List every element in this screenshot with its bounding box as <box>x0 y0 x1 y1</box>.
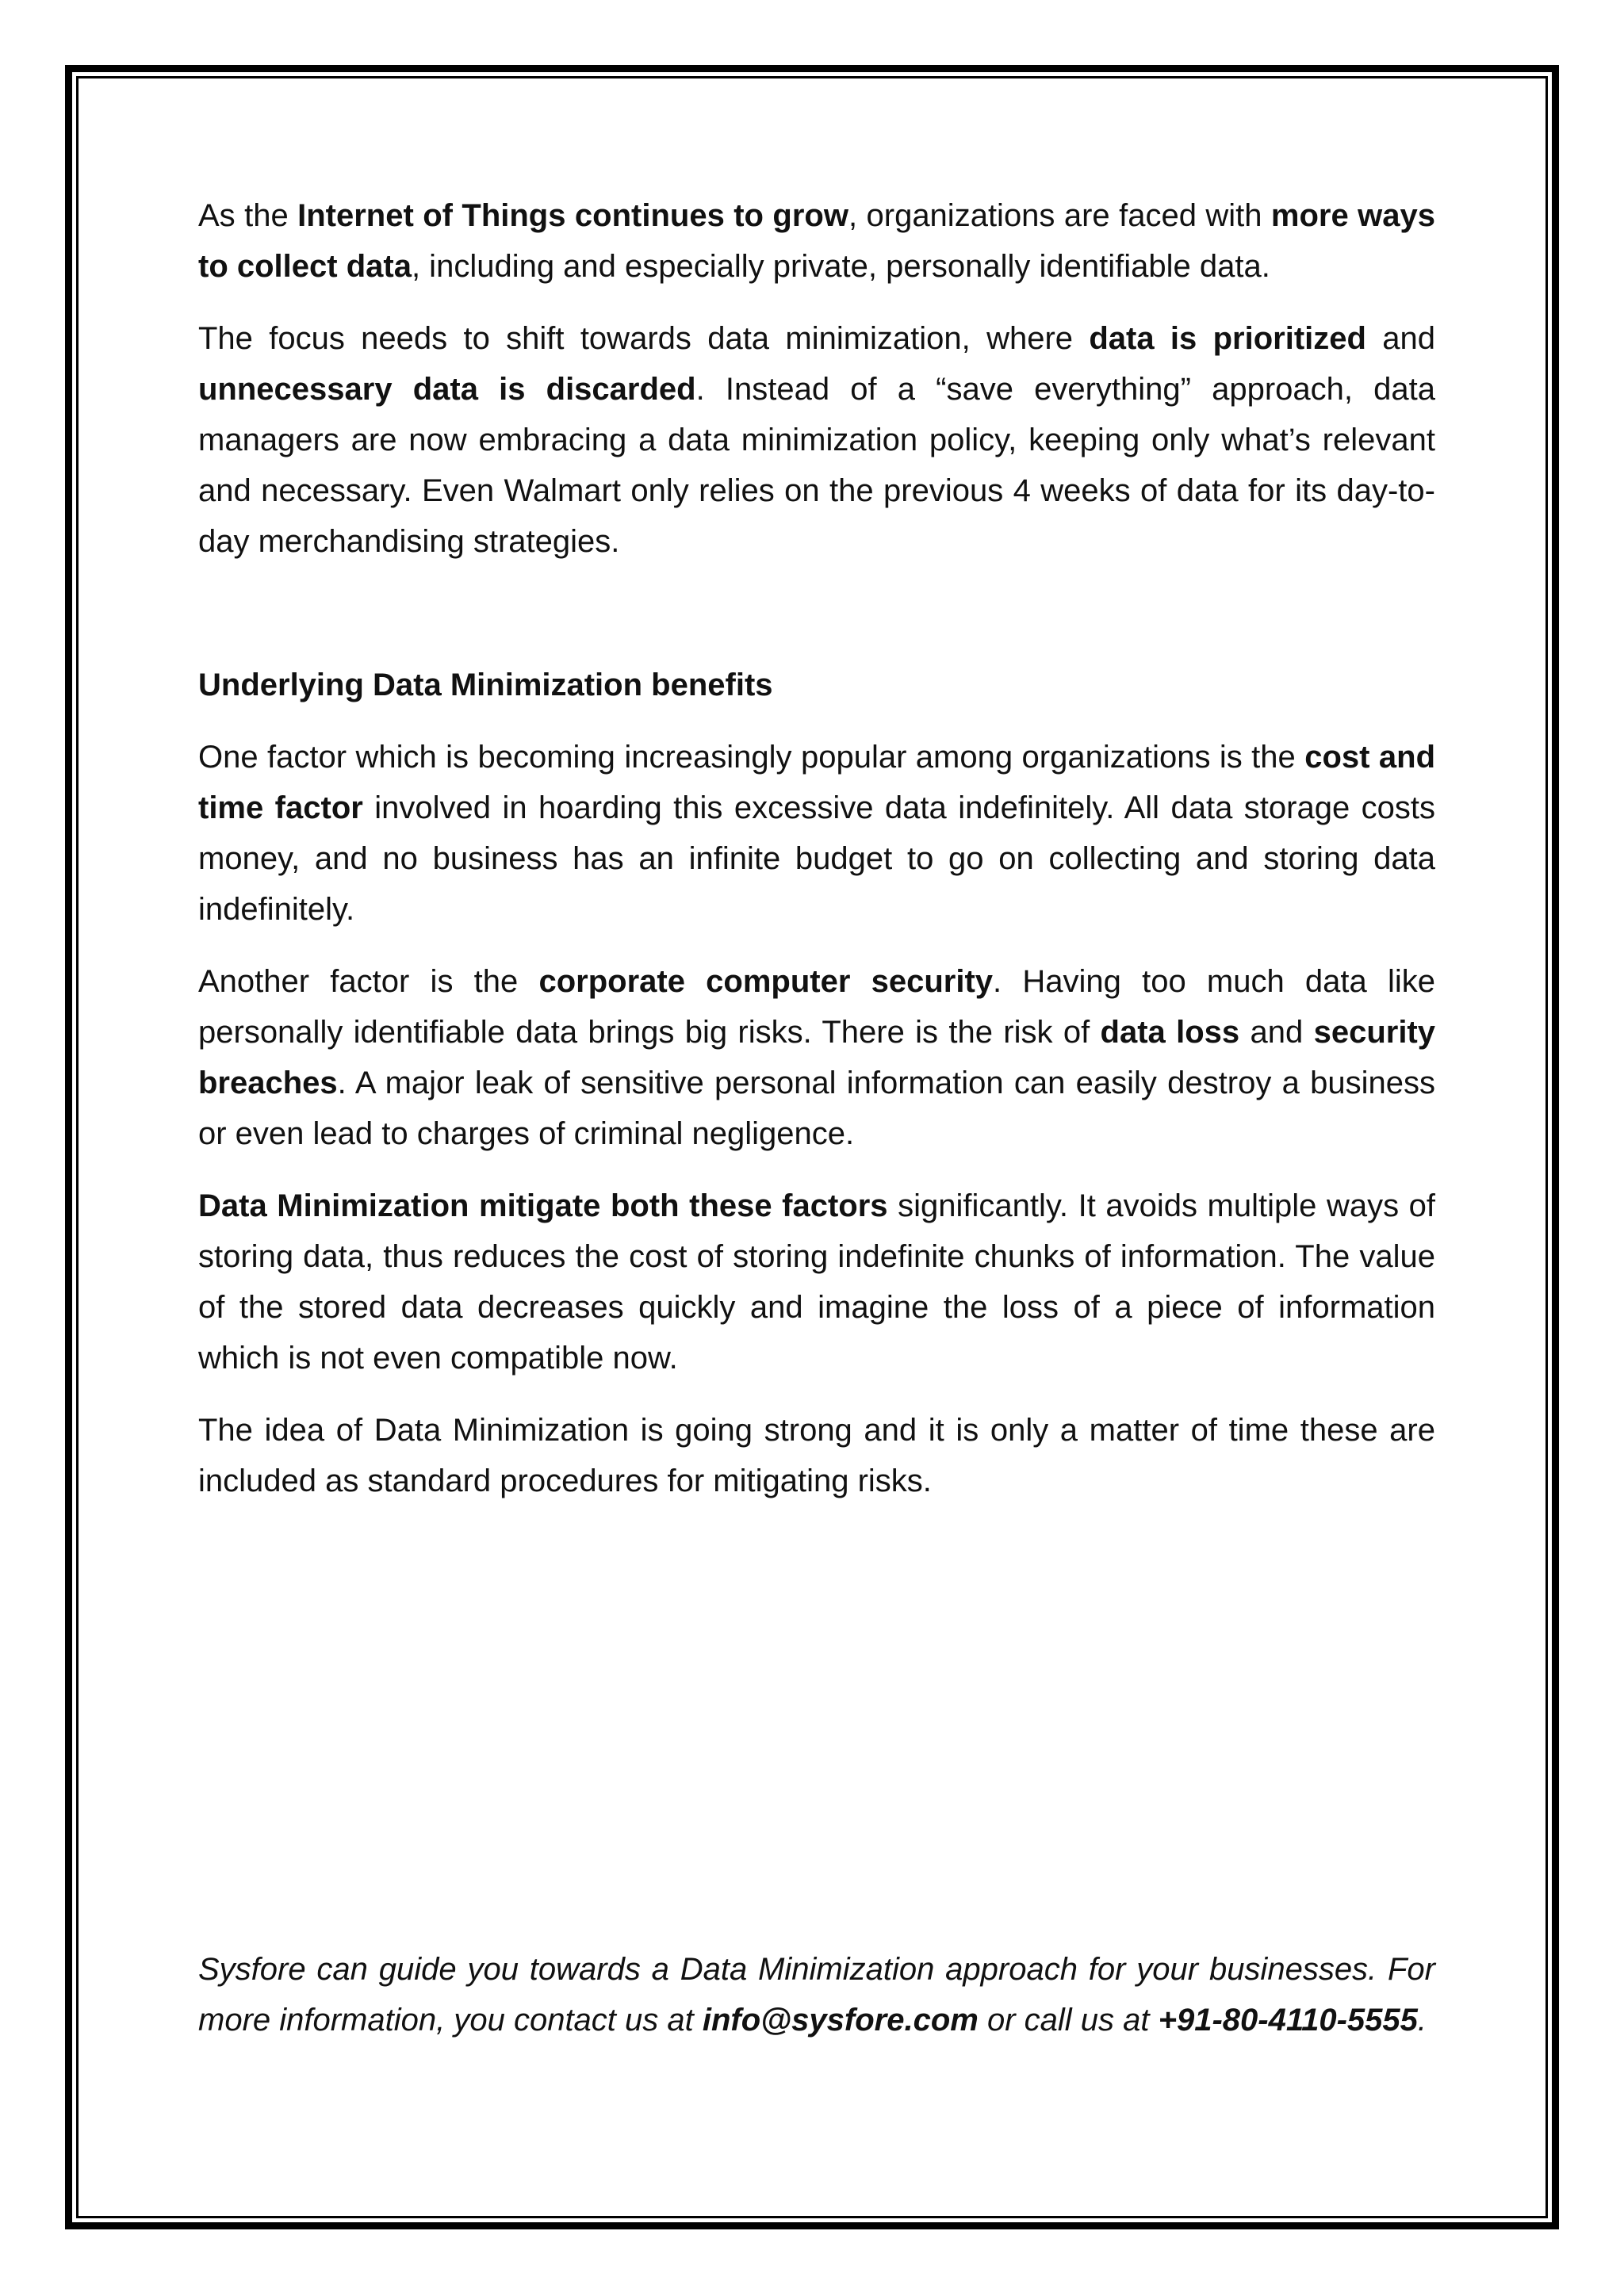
text-run: The idea of Data Minimization is going strong and it is only a matter of time these are included as standard procedures for mitigating risks. <box>198 1413 1435 1498</box>
text-run: , including and especially private, personally identifiable data. <box>411 249 1270 284</box>
paragraph-iot-growth <box>198 190 1435 292</box>
text-run: . A major leak of sensitive personal information can easily destroy a business or even lead to charges of criminal negligence. <box>198 1066 1435 1151</box>
contact-phone: +91-80-4110-5555 <box>1158 2003 1418 2038</box>
text-run: significantly. It avoids multiple ways of storing data, thus reduces the cost of storing indefinite chunks of information. The value of the stored data decreases quickly and imagine the loss of a piece of information which is not even compatible now. <box>198 1188 1435 1376</box>
bold-run: unnecessary data is discarded <box>198 372 696 407</box>
paragraph-conclusion <box>198 1405 1435 1506</box>
paragraph-mitigation <box>198 1181 1435 1383</box>
bold-run: Internet of Things continues to grow <box>297 198 848 233</box>
text-run: One factor which is becoming increasingly popular among organizations is the <box>198 740 1305 775</box>
document-body <box>198 190 1435 1528</box>
paragraph-cost-time <box>198 732 1435 935</box>
text-run: Another factor is the <box>198 964 539 999</box>
text-run: As the <box>198 198 298 233</box>
bold-run: data is prioritized <box>1089 321 1366 356</box>
closing-contact-note <box>198 1944 1435 2045</box>
bold-run: security breaches <box>198 1015 1435 1100</box>
contact-email: info@sysfore.com <box>702 2003 979 2038</box>
paragraph-security <box>198 956 1435 1159</box>
bold-run: more ways to collect data <box>198 198 1436 284</box>
bold-run: cost and time factor <box>198 740 1435 825</box>
text-run: . Having too much data like personally identifiable data brings big risks. There is the risk of <box>198 964 1435 1050</box>
text-run: or call us at <box>978 2003 1159 2038</box>
text-run: and <box>1239 1015 1314 1050</box>
bold-run: data loss <box>1100 1015 1240 1050</box>
text-run: Sysfore can guide you towards a Data Minimization approach for your businesses. For more information, you contact us at <box>198 1952 1435 2038</box>
text-run: . <box>1417 2003 1427 2038</box>
bold-run: Data Minimization mitigate both these factors <box>198 1188 888 1223</box>
section-spacer <box>198 588 1435 660</box>
text-run: and <box>1365 321 1436 356</box>
paragraph-focus-shift <box>198 313 1435 567</box>
section-heading: Underlying Data Minimization benefits <box>198 668 773 702</box>
bold-run: corporate computer security <box>538 964 994 999</box>
text-run: involved in hoarding this excessive data indefinitely. All data storage costs money, and no business has an infinite budget to go on collecting and storing data indefinitely. <box>198 790 1435 927</box>
text-run: , organizations are faced with <box>848 198 1271 233</box>
text-run: . Instead of a “save everything” approach, data managers are now embracing a data minimization policy, keeping only what’s relevant and necessary. Even Walmart only relies on the previous 4 weeks of data for its day-to-day merchandising strategies. <box>198 372 1436 559</box>
text-run: The focus needs to shift towards data minimization, where <box>198 321 1090 356</box>
